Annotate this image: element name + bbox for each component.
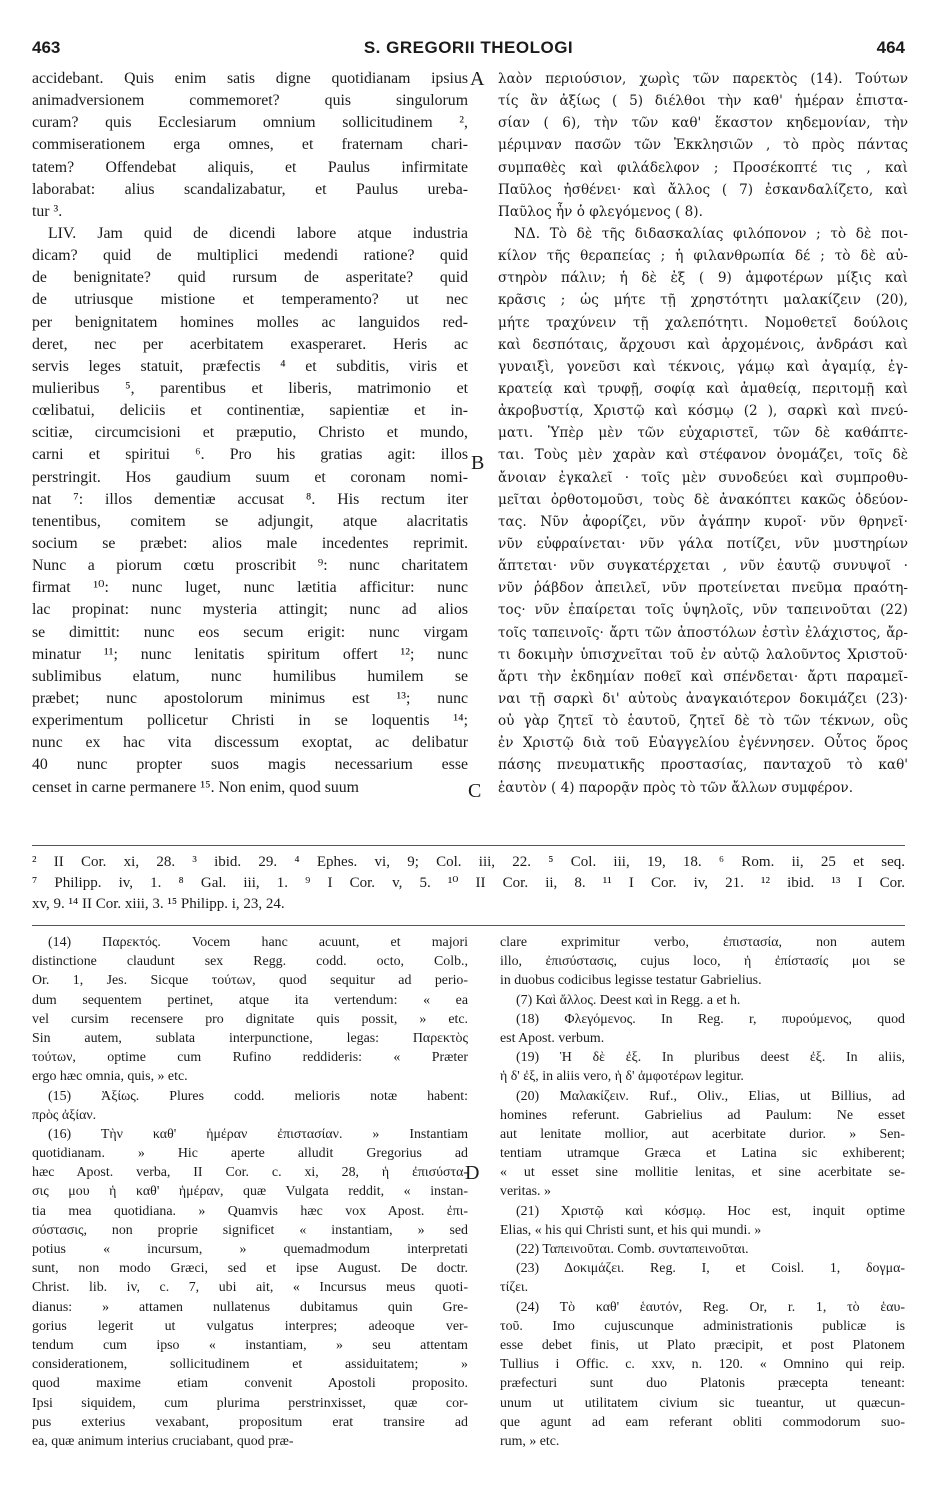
note-line: tentiam utramque Græca et Latina sic exhiberent; (500, 1146, 905, 1162)
running-title: S. GREGORII THEOLOGI (363, 38, 574, 57)
latin-text-line: 40 nunc propter suos magis necessarium esse (32, 756, 468, 774)
latin-text-line: censet in carne permanere ¹⁵. Non enim, quod suum (32, 778, 359, 796)
note-line: tia mea quotidiana. » Quamvis hæc vox Apost. ἐπι- (32, 1203, 468, 1219)
greek-text-line: μήτε τραχύνειν τῇ χαλεπότητι. Νομοθετεῖ δούλοις (498, 314, 908, 331)
latin-text-line: carni et spiritui ⁶. Pro his gratias agit: illos (32, 446, 468, 464)
greek-text-line: κίλον τῆς θεραπείας ; ἡ φιλανθρωπία δέ ; τὸ δὲ αὐ- (498, 248, 908, 265)
greek-text-line: ἄνοιαν ἐγκαλεῖ · τοῖς μὲν συνοδεύει καὶ συμπροθυ- (498, 469, 908, 486)
latin-text-line: de utriusque mistione et temperamento? ut nec (32, 291, 468, 309)
greek-text-line: νῦν εὐφραίνεται· νῦν γάλα ποτίζει, νῦν μυστηρίων (498, 535, 908, 552)
latin-text-line: tatem? Offendebat aliquis, et Paulus infirmitate (32, 158, 468, 176)
greek-text-line: γυναιξὶ, γονεῦσι καὶ τέκνοις, γάμῳ καὶ ἀγαμίᾳ, ἐγ- (498, 358, 908, 375)
latin-text-line: se dimittit: nunc eos secum erigit: nunc virgam (32, 623, 468, 641)
greek-text-line: ἄρτι τὴν ἐκδημίαν ποθεῖ καὶ σπένδεται· ἄρτι παραμεῖ- (498, 668, 908, 685)
greek-text-line: τος· νῦν ἐπαίρεται τοῖς ὑψηλοῖς, νῦν ταπεινοῦται (22) (498, 602, 908, 619)
notes-left-column (32, 933, 468, 1451)
latin-text-line: dicam? quid de multiplici medendi ratione? quid (32, 247, 468, 265)
greek-column (498, 68, 908, 799)
latin-text-line: Nunc a piorum cœtu proscribit ⁹: nunc charitatem (32, 557, 468, 575)
greek-text-line: κρατείᾳ καὶ τρυφῇ, σοφίᾳ καὶ ἀμαθείᾳ, περιτομῇ καὶ (498, 380, 908, 397)
latin-text-line: animadversionem commemoret? quis singulorum (32, 92, 468, 110)
reference-line: xv, 9. ¹⁴ II Cor. xiii, 3. ¹⁵ Philipp. i, 23, 24. (32, 896, 285, 912)
note-line: unum ut utilitatem civium sic tueantur, ut quæcun- (500, 1395, 905, 1411)
latin-column (32, 68, 468, 799)
margin-marker-d: D (465, 1162, 480, 1184)
latin-text-line: scitiæ, circumcisioni et præputio, Christo et mundo, (32, 424, 468, 442)
note-line: dianus: » attamen nullatenus dubitamus quin Gre- (32, 1299, 468, 1315)
greek-text-line: συμπαθὲς καὶ φιλάδελφον ; Προσέκοπτέ τις , καὶ (498, 159, 908, 176)
note-line: homines referunt. Gabrielius ad Paulum: Ne esset (500, 1107, 905, 1123)
note-line: Tullius i Offic. c. xxv, n. 120. « Omnino qui reip. (500, 1357, 905, 1373)
greek-text-line: ἅπτεται· νῦν συγκατέρχεται , νῦν ἑαυτῷ συνυψοῖ · (498, 558, 908, 575)
note-line: hæc Apost. verba, II Cor. c. xi, 28, ἡ ἐπισύστα- (32, 1165, 468, 1181)
note-line: ergo hæc omnia, quis, » etc. (32, 1069, 188, 1085)
latin-text-line: LIV. Jam quid de dicendi labore atque industria (48, 224, 468, 242)
note-line: sunt, non modo Græci, sed et ipse August. De doctr. (32, 1261, 468, 1277)
note-line: in duobus codicibus legisse testatur Gabrielius. (500, 973, 762, 989)
greek-text-line: ἀκροβυστίᾳ, Χριστῷ καὶ κόσμῳ (2 ), σαρκὶ καὶ πνεύ- (498, 403, 908, 420)
latin-text-line: firmat ¹⁰: nunc luget, nunc lætitia afficitur: nunc (32, 579, 468, 597)
note-line: Christ. lib. iv, c. 7, ubi ait, « Incursus meus quoti- (32, 1280, 468, 1296)
greek-text-line: τοῖς ταπεινοῖς· ἄρτι τῶν ἀποστόλων ἐστὶν ἐλάχιστος, ἄρ- (498, 624, 908, 641)
note-line: præfecturi sunt duo Platonis præcepta teneant: (500, 1376, 905, 1392)
greek-text-line: Παῦλος ἠσθένει· καὶ ἄλλος ( 7) ἐσκανδαλίζετο, καὶ (498, 181, 908, 198)
note-line: (20) Μαλακίζειν. Ruf., Oliv., Elias, ut Billius, ad (516, 1088, 905, 1104)
note-line: Elias, « his qui Christi sunt, et his qui mundi. » (500, 1222, 762, 1238)
note-line: πρὸς ἀξίαν. (32, 1107, 97, 1123)
note-line: aut lenitate mollior, aut acerbitate durior. » Sen- (500, 1126, 905, 1142)
notes-right-column (500, 933, 905, 1451)
greek-text-line: ματι. Ὑπὲρ μὲν τῶν εὐχαριστεῖ, τῶν δὲ καθάπτε- (498, 425, 908, 442)
note-line: est Apost. verbum. (500, 1030, 605, 1046)
note-line: distinctione claudunt sex Regg. codd. octo, Colb., (32, 954, 468, 970)
latin-text-line: tur ³. (32, 202, 63, 220)
margin-marker-a: A (470, 68, 485, 90)
latin-text-line: nat ⁷: illos dementiæ accusat ⁸. His rectum iter (32, 490, 468, 508)
note-line: (7) Καὶ ἄλλος. Deest καὶ in Regg. a et h. (516, 992, 741, 1008)
note-line: (22) Ταπεινοῦται. Comb. συνταπεινοῦται. (516, 1242, 749, 1257)
page-number-left: 463 (32, 38, 61, 57)
latin-text-line: sublimibus elatum, nunc humilibus humilem se (32, 667, 468, 685)
latin-text-line: lac propinat: nunc mysteria attingit; nunc ad alios (32, 601, 468, 619)
notes-divider (32, 925, 905, 926)
latin-text-line: præbet; nunc apostolorum minimus est ¹³; nunc (32, 689, 468, 707)
latin-text-line: deret, nec per acerbitatem exasperaret. Heris ac (32, 335, 468, 353)
note-line: (14) Παρεκτός. Vocem hanc acuunt, et majori (48, 935, 468, 950)
margin-marker-c: C (468, 780, 482, 802)
note-line: que agunt ad eam referant obliti commodorum suo- (500, 1414, 905, 1430)
note-line: ἡ δ' ἐξ, in aliis vero, ἡ δ' ἀμφοτέρων legitur. (500, 1069, 744, 1085)
greek-text-line: στηρὸν πάλιν; ἡ δὲ ἐξ ( 9) ἀμφοτέρων μίξις καὶ (498, 270, 908, 287)
note-line: τίζει. (500, 1280, 529, 1296)
latin-text-line: cœlibatui, deliciis et continentiæ, sapientiæ et in- (32, 402, 468, 420)
note-line: veritas. » (500, 1184, 551, 1200)
note-line: (16) Τὴν καθ' ἡμέραν ἐπιστασίαν. » Instantiam (48, 1126, 468, 1142)
note-line: (18) Φλεγόμενος. In Reg. r, πυρούμενος, quod (516, 1011, 905, 1027)
greek-text-line: ΝΔ. Τὸ δὲ τῆς διδασκαλίας φιλόπονον ; τὸ δὲ ποι- (514, 225, 908, 242)
greek-text-line: Παῦλος ἦν ὁ φλεγόμενος ( 8). (498, 203, 703, 220)
latin-text-line: de benignitate? quid rursum de asperitate? quid (32, 269, 468, 287)
page-header (32, 38, 905, 62)
latin-text-line: accidebant. Quis enim satis digne quotidianam ipsius (32, 70, 468, 87)
note-line: τούτων, optime cum Rufino reddideris: « Præter (32, 1050, 468, 1066)
greek-text-line: τι δοκιμὴν ὑπισχνεῖται τοῦ ἐν αὐτῷ λαλοῦντος Χριστοῦ· (498, 646, 908, 663)
greek-text-line: μεῖται ὀρθοτομοῦσι, τοὺς δὲ ἀνακόπτει κακῶς ὁδεύον- (498, 491, 908, 508)
note-line: τοῦ. Imo cujuscunque administrationis publicæ is (500, 1318, 905, 1334)
note-line: quotidianam. » Hic aperte alludit Gregorius ad (32, 1146, 468, 1162)
margin-marker-b: B (471, 452, 485, 474)
greek-text-line: ναι τῇ σαρκὶ δι' αὐτοὺς ἀναγκαιότερον δοκιμάζει (23)· (498, 690, 908, 707)
greek-text-line: τας. Νῦν ἀφορίζει, νῦν ἀγάπην κυροῖ· νῦν θρηνεῖ· (498, 513, 908, 530)
note-line: considerationem, sollicitudinem et assiduitatem; » (32, 1357, 468, 1373)
note-line: gorius legerit ut vulgatus interpres; adeoque ver- (32, 1318, 468, 1334)
note-line: σις μου ἡ καθ' ἡμέραν, quæ Vulgata reddit, « instan- (32, 1184, 468, 1200)
reference-line: ² II Cor. xi, 28. ³ ibid. 29. ⁴ Ephes. vi, 9; Col. iii, 22. ⁵ Col. iii, 19, 18. ⁶ Rom. ii, 25 et seq. (32, 854, 905, 870)
note-line: rum, » etc. (500, 1433, 560, 1449)
greek-text-line: ἑαυτὸν ( 4) παρορᾷν πρὸς τὸ τῶν ἄλλων συμφέρον. (498, 779, 854, 796)
note-line: (19) Ἡ δὲ ἐξ. In pluribus deest ἐξ. In aliis, (516, 1050, 905, 1066)
greek-text-line: λαὸν περιούσιον, χωρὶς τῶν παρεκτὸς (14). Τούτων (498, 71, 908, 87)
note-line: tendum cum ipso « instantiam, » seu attentam (32, 1337, 468, 1353)
latin-text-line: laborabat: alius scandalizabatur, et Paulus ureba- (32, 180, 468, 198)
greek-text-line: οὐ γὰρ ζητεῖ τὸ ἑαυτοῦ, ζητεῖ δὲ τὸ τῶν τέκνων, οὓς (498, 713, 908, 730)
latin-text-line: perstringit. Hos gaudium suum et coronam nomi- (32, 468, 468, 486)
footnote-divider (32, 845, 905, 846)
latin-text-line: nunc ex hac vita discessum exoptat, ac delibatur (32, 734, 468, 752)
latin-text-line: experimentum pollicetur Christi in se loquentis ¹⁴; (32, 712, 468, 730)
note-line: vel cursim recensere pro dignitate quis possit, » etc. (32, 1011, 468, 1027)
note-line: clare exprimitur verbo, ἐπιστασία, non autem (500, 935, 905, 950)
note-line: (24) Τὸ καθ' ἑαυτόν, Reg. Or, r. 1, τὸ ἑαυ- (516, 1299, 905, 1315)
greek-text-line: τίς ἂν ἀξίως ( 5) διέλθοι τὴν καθ' ἡμέραν ἐπιστα- (498, 93, 908, 110)
latin-text-line: socium se præbet: alios male incedentes reprimit. (32, 534, 468, 552)
greek-text-line: σίαν ( 6), τὴν τῶν καθ' ἕκαστον κηδεμονίαν, τὴν (498, 115, 908, 132)
note-line: (15) Ἀξίως. Plures codd. melioris notæ habent: (48, 1088, 468, 1104)
note-line: esse debet finis, ut Plato præcipit, et post Platonem (500, 1337, 905, 1353)
latin-text-line: minatur ¹¹; nunc lenitatis spiritum offert ¹²; nunc (32, 645, 468, 663)
greek-text-line: κρᾶσις ; ὡς μήτε τῇ χρηστότητι μαλακίζειν (20), (498, 292, 908, 309)
greek-text-line: ἐν Χριστῷ διὰ τοῦ Εὐαγγελίου ἐγέννησεν. Οὗτος ὅρος (498, 735, 908, 752)
latin-text-line: commiserationem erga omnes, et fraternam chari- (32, 136, 468, 154)
note-line: potius « incursum, » quemadmodum interpretati (32, 1242, 468, 1257)
greek-text-line: ται. Τοὺς μὲν χαρὰν καὶ στέφανον ὀνομάζει, τοῖς δὲ (498, 447, 908, 464)
latin-text-line: per benignitatem homines molles ac languidos red- (32, 313, 468, 331)
note-line: pus exterius vexabant, propositum erat transire ad (32, 1414, 468, 1430)
note-line: ea, quæ animum interius cruciabant, quod præ- (32, 1433, 294, 1449)
note-line: (21) Χριστῷ καὶ κόσμῳ. Hoc est, inquit optime (516, 1203, 905, 1219)
greek-text-line: πάσης πνευματικῆς προστασίας, πανταχοῦ τὸ καθ' (498, 757, 908, 774)
reference-line: ⁷ Philipp. iv, 1. ⁸ Gal. iii, 1. ⁹ I Cor. v, 5. ¹⁰ II Cor. ii, 8. ¹¹ I Cor. iv, 21. ¹² ibid. ¹³ I Cor. (32, 875, 905, 891)
note-line: σύστασις, non proprie significet « instantiam, » sed (32, 1222, 468, 1238)
note-line: Ipsi siquidem, cum plurima perstrinxisset, quæ cor- (32, 1395, 468, 1411)
note-line: « ut esset sine mollitie lenitas, et sine acerbitate se- (500, 1165, 905, 1181)
note-line: Or. 1, Jes. Sicque τούτων, quod sequitur ad perio- (32, 973, 468, 989)
note-line: dum sequentem pertinet, atque ita vertendum: « ea (32, 992, 468, 1008)
scripture-references (32, 852, 905, 915)
latin-text-line: servis leges statuit, præfectis ⁴ et subditis, viris et (32, 357, 468, 375)
greek-text-line: καὶ δεσπόταις, ἄρχουσι καὶ ἀρχομένοις, ἀνδράσι καὶ (498, 336, 908, 353)
latin-text-line: mulieribus ⁵, parentibus et liberis, matrimonio et (32, 379, 468, 397)
page-number-right: 464 (876, 38, 905, 57)
latin-text-line: tenentibus, comitem se adjungit, atque alacritatis (32, 512, 468, 530)
latin-text-line: curam? quis Ecclesiarum omnium sollicitudinem ², (32, 114, 468, 132)
note-line: quod maxime etiam convenit Apostoli proposito. (32, 1376, 468, 1392)
note-line: illo, ἐπισύστασις, cujus loco, ἡ ἐπίστασίς μοι se (500, 954, 905, 970)
greek-text-line: μέριμναν πασῶν τῶν Ἐκκλησιῶν , τὸ πρὸς πάντας (498, 137, 908, 154)
greek-text-line: νῦν ῥάβδον ἀπειλεῖ, νῦν προτείνεται πνεῦμα πραότη- (498, 580, 908, 597)
note-line: (23) Δοκιμάζει. Reg. I, et Coisl. 1, δογμα- (516, 1261, 905, 1277)
note-line: Sin autem, sublata interpunctione, legas: Παρεκτὸς (32, 1030, 468, 1046)
